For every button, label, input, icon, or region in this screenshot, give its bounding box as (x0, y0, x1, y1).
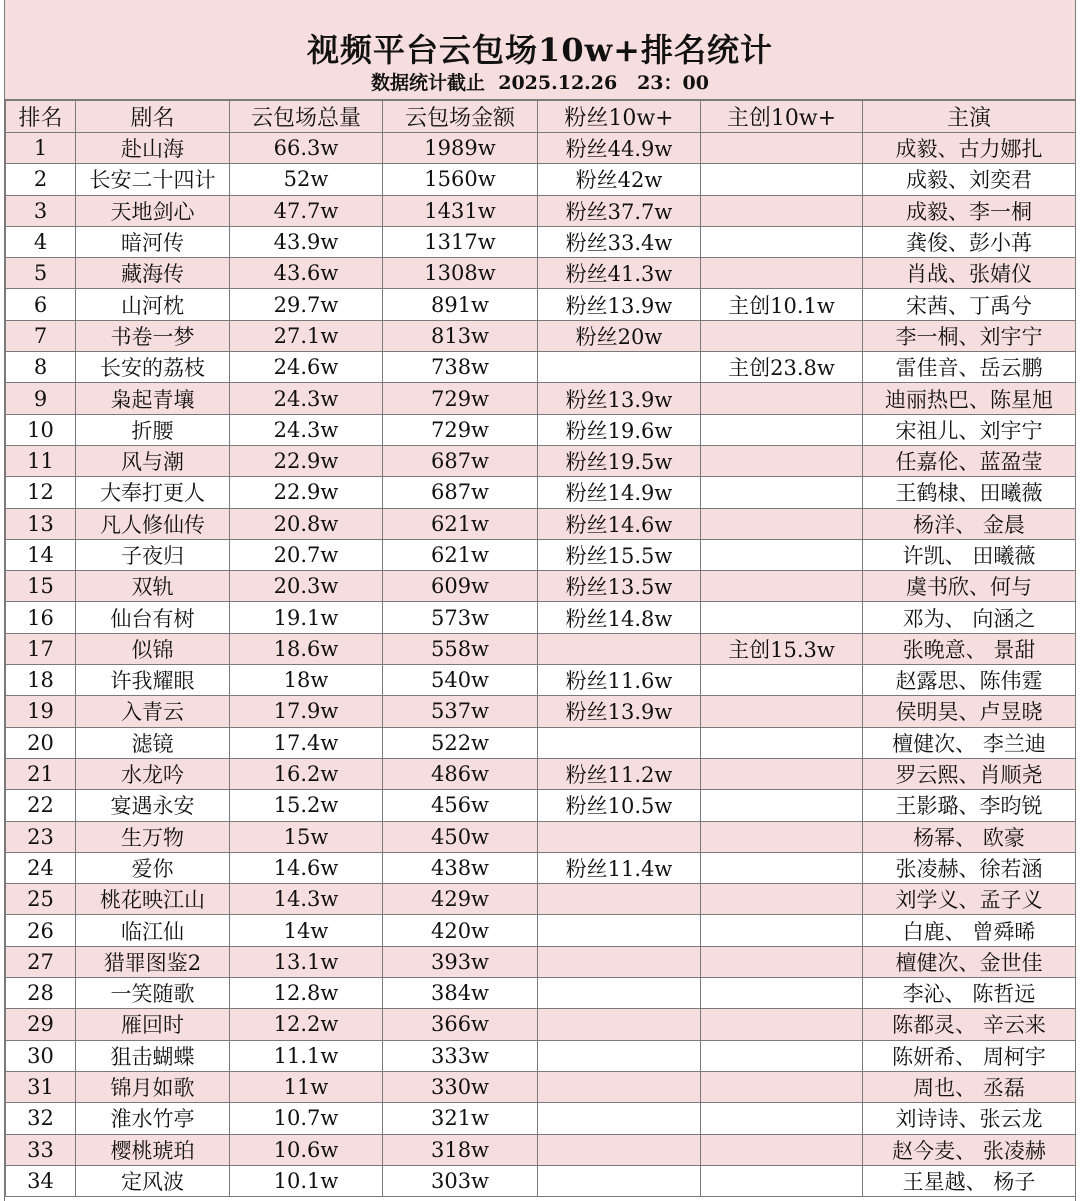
creators-cell (701, 665, 863, 696)
cloud-amount-cell: 558w (383, 633, 538, 664)
creators-cell (701, 1071, 863, 1102)
fans-cell: 粉丝11.6w (538, 665, 701, 696)
cloud-total-cell: 18w (230, 665, 383, 696)
cloud-amount-cell: 438w (383, 852, 538, 883)
cloud-amount-cell: 456w (383, 790, 538, 821)
cloud-amount-cell: 303w (383, 1165, 538, 1196)
cast-cell: 龚俊、彭小苒 (863, 226, 1076, 257)
creators-cell (701, 320, 863, 351)
creators-cell (701, 1134, 863, 1165)
rank-cell: 29 (6, 1009, 76, 1040)
rank-cell: 4 (6, 226, 76, 257)
cloud-total-cell: 16.2w (230, 758, 383, 789)
cloud-amount-cell: 330w (383, 1071, 538, 1102)
cloud-amount-cell: 486w (383, 758, 538, 789)
table-row (6, 821, 1076, 852)
cast-cell: 宋茜、丁禹兮 (863, 289, 1076, 320)
creators-cell (701, 915, 863, 946)
table-row (6, 884, 1076, 915)
cast-cell: 雷佳音、岳云鹏 (863, 352, 1076, 383)
cast-cell: 陈妍希、 周柯宇 (863, 1040, 1076, 1071)
creators-cell (701, 226, 863, 257)
creators-cell (701, 539, 863, 570)
creators-cell (701, 758, 863, 789)
cast-cell: 王影璐、李昀锐 (863, 790, 1076, 821)
cast-cell: 张凌赫、徐若涵 (863, 852, 1076, 883)
drama-title-cell: 赴山海 (76, 133, 230, 164)
creators-cell (701, 1103, 863, 1134)
cloud-total-cell: 14.3w (230, 884, 383, 915)
cast-cell: 赵今麦、 张凌赫 (863, 1134, 1076, 1165)
cast-cell: 任嘉伦、蓝盈莹 (863, 445, 1076, 476)
drama-title-cell: 定风波 (76, 1165, 230, 1196)
table-row (6, 1103, 1076, 1134)
drama-title-cell: 长安二十四计 (76, 164, 230, 195)
fans-cell (538, 1040, 701, 1071)
cloud-amount-cell: 450w (383, 821, 538, 852)
cast-cell: 刘诗诗、张云龙 (863, 1103, 1076, 1134)
creators-cell (701, 383, 863, 414)
cloud-amount-cell: 393w (383, 946, 538, 977)
fans-cell: 粉丝19.5w (538, 445, 701, 476)
rank-cell: 5 (6, 258, 76, 289)
fans-cell: 粉丝10.5w (538, 790, 701, 821)
creators-cell (701, 414, 863, 445)
fans-cell: 粉丝15.5w (538, 539, 701, 570)
cloud-amount-cell: 609w (383, 571, 538, 602)
cloud-total-cell: 10.7w (230, 1103, 383, 1134)
cast-cell: 刘学义、孟子义 (863, 884, 1076, 915)
drama-title-cell: 水龙吟 (76, 758, 230, 789)
table-row (6, 226, 1076, 257)
fans-cell: 粉丝11.4w (538, 852, 701, 883)
drama-title-cell: 书卷一梦 (76, 320, 230, 351)
cloud-amount-cell: 1308w (383, 258, 538, 289)
creators-cell (701, 258, 863, 289)
rank-cell: 19 (6, 696, 76, 727)
cast-cell: 陈都灵、 辛云来 (863, 1009, 1076, 1040)
fans-cell: 粉丝14.6w (538, 508, 701, 539)
cloud-total-cell: 13.1w (230, 946, 383, 977)
cloud-total-cell: 10.1w (230, 1165, 383, 1196)
cloud-total-cell: 52w (230, 164, 383, 195)
creators-cell (701, 1165, 863, 1196)
fans-cell (538, 915, 701, 946)
cloud-total-cell: 11w (230, 1071, 383, 1102)
cloud-total-cell: 14.6w (230, 852, 383, 883)
title-header: 剧名 (76, 101, 230, 133)
table-row (6, 164, 1076, 195)
table-row (6, 852, 1076, 883)
creators-cell (701, 445, 863, 476)
cast-cell: 王鹤棣、田曦薇 (863, 477, 1076, 508)
rank-cell: 31 (6, 1071, 76, 1102)
cloud-amount-cell: 891w (383, 289, 538, 320)
cast-cell: 许凯、 田曦薇 (863, 539, 1076, 570)
fans-cell: 粉丝13.9w (538, 696, 701, 727)
creators-cell (701, 133, 863, 164)
rank-cell: 24 (6, 852, 76, 883)
table-row (6, 633, 1076, 664)
cloud-amount-cell: 384w (383, 978, 538, 1009)
fans-cell: 粉丝42w (538, 164, 701, 195)
data-cutoff-note: 数据统计截止 2025.12.26 23：00 (371, 72, 709, 94)
creators-cell: 主创15.3w (701, 633, 863, 664)
creators-cell (701, 821, 863, 852)
fans-cell: 粉丝14.9w (538, 477, 701, 508)
table-row (6, 1040, 1076, 1071)
cast-cell: 李一桐、刘宇宁 (863, 320, 1076, 351)
cloud-amount-cell: 738w (383, 352, 538, 383)
fans-cell: 粉丝20w (538, 320, 701, 351)
fans-cell: 粉丝37.7w (538, 195, 701, 226)
table-row (6, 915, 1076, 946)
cast-cell: 宋祖儿、刘宇宁 (863, 414, 1076, 445)
drama-title-cell: 藏海传 (76, 258, 230, 289)
creators-cell (701, 852, 863, 883)
drama-title-cell: 狙击蝴蝶 (76, 1040, 230, 1071)
fans-cell: 粉丝11.2w (538, 758, 701, 789)
rank-cell: 10 (6, 414, 76, 445)
cast-cell: 张晚意、 景甜 (863, 633, 1076, 664)
creators-cell (701, 727, 863, 758)
drama-title-cell: 风与潮 (76, 445, 230, 476)
drama-title-cell: 宴遇永安 (76, 790, 230, 821)
drama-title-cell: 樱桃琥珀 (76, 1134, 230, 1165)
fans-cell: 粉丝13.9w (538, 383, 701, 414)
rank-cell: 8 (6, 352, 76, 383)
cast-cell: 赵露思、陈伟霆 (863, 665, 1076, 696)
fans-cell (538, 1009, 701, 1040)
drama-title-cell: 仙台有树 (76, 602, 230, 633)
table-row (6, 539, 1076, 570)
cloud-total-cell: 29.7w (230, 289, 383, 320)
table-row (6, 727, 1076, 758)
cast-cell: 周也、 丞磊 (863, 1071, 1076, 1102)
cloud-total-cell: 47.7w (230, 195, 383, 226)
drama-title-cell: 天地剑心 (76, 195, 230, 226)
table-row (6, 1009, 1076, 1040)
creators-cell (701, 1009, 863, 1040)
fans-header: 粉丝10w+ (538, 101, 701, 133)
cloud-amount-cell: 687w (383, 477, 538, 508)
drama-title-cell: 凡人修仙传 (76, 508, 230, 539)
drama-title-cell: 子夜归 (76, 539, 230, 570)
cloud-amount-cell: 573w (383, 602, 538, 633)
page-title: 视频平台云包场10w+排名统计 (307, 31, 773, 69)
table-row (6, 571, 1076, 602)
cloud-total-cell: 27.1w (230, 320, 383, 351)
cloud-total-cell: 20.3w (230, 571, 383, 602)
drama-title-cell: 山河枕 (76, 289, 230, 320)
drama-title-cell: 雁回时 (76, 1009, 230, 1040)
cloud-amount-cell: 537w (383, 696, 538, 727)
fans-cell: 粉丝33.4w (538, 226, 701, 257)
drama-title-cell: 大奉打更人 (76, 477, 230, 508)
cast-cell: 李沁、 陈哲远 (863, 978, 1076, 1009)
table-row (6, 133, 1076, 164)
cast-cell: 成毅、刘奕君 (863, 164, 1076, 195)
cloud-total-cell: 22.9w (230, 477, 383, 508)
rank-cell: 20 (6, 727, 76, 758)
cast-cell: 肖战、张婧仪 (863, 258, 1076, 289)
cloud-amount-cell: 429w (383, 884, 538, 915)
cloud-total-cell: 12.2w (230, 1009, 383, 1040)
cloud-amount-cell: 813w (383, 320, 538, 351)
rank-cell: 6 (6, 289, 76, 320)
rank-cell: 3 (6, 195, 76, 226)
cloud-amount-cell: 1989w (383, 133, 538, 164)
creators-header: 主创10w+ (701, 101, 863, 133)
table-row (6, 258, 1076, 289)
fans-cell: 粉丝13.5w (538, 571, 701, 602)
cast-cell: 邓为、 向涵之 (863, 602, 1076, 633)
drama-title-cell: 双轨 (76, 571, 230, 602)
creators-cell (701, 602, 863, 633)
ranking-table (5, 100, 1076, 1197)
rank-cell: 22 (6, 790, 76, 821)
table-header (6, 101, 1076, 133)
cloud-total-cell: 12.8w (230, 978, 383, 1009)
cloud-total-cell: 15.2w (230, 790, 383, 821)
cast-cell: 檀健次、 李兰迪 (863, 727, 1076, 758)
table-row (6, 1165, 1076, 1196)
fans-cell: 粉丝41.3w (538, 258, 701, 289)
cloud-total-cell: 19.1w (230, 602, 383, 633)
cloud-total-cell: 24.6w (230, 352, 383, 383)
fans-cell (538, 727, 701, 758)
header-row (6, 101, 1076, 133)
table-row (6, 978, 1076, 1009)
creators-cell (701, 946, 863, 977)
drama-title-cell: 暗河传 (76, 226, 230, 257)
table-row (6, 946, 1076, 977)
cast-cell: 白鹿、 曾舜晞 (863, 915, 1076, 946)
cast-cell: 杨洋、 金晨 (863, 508, 1076, 539)
creators-cell (701, 477, 863, 508)
cast-cell: 檀健次、金世佳 (863, 946, 1076, 977)
creators-cell (701, 508, 863, 539)
drama-title-cell: 爱你 (76, 852, 230, 883)
drama-title-cell: 折腰 (76, 414, 230, 445)
cloud-total-cell: 18.6w (230, 633, 383, 664)
drama-title-cell: 长安的荔枝 (76, 352, 230, 383)
drama-title-cell: 桃花映江山 (76, 884, 230, 915)
rank-cell: 15 (6, 571, 76, 602)
drama-title-cell: 似锦 (76, 633, 230, 664)
cloud-total-cell: 22.9w (230, 445, 383, 476)
table-row (6, 1071, 1076, 1102)
cast-cell: 成毅、古力娜扎 (863, 133, 1076, 164)
rank-cell: 12 (6, 477, 76, 508)
rank-cell: 34 (6, 1165, 76, 1196)
rank-cell: 26 (6, 915, 76, 946)
sheet-header (5, 0, 1075, 100)
rank-cell: 21 (6, 758, 76, 789)
table-row (6, 320, 1076, 351)
rank-cell: 27 (6, 946, 76, 977)
creators-cell (701, 1040, 863, 1071)
cloud-amount-cell: 621w (383, 539, 538, 570)
table-row (6, 508, 1076, 539)
cloud-total-cell: 24.3w (230, 414, 383, 445)
cloud-total-cell: 43.9w (230, 226, 383, 257)
rank-cell: 14 (6, 539, 76, 570)
fans-cell (538, 946, 701, 977)
table-row (6, 289, 1076, 320)
drama-title-cell: 锦月如歌 (76, 1071, 230, 1102)
rank-cell: 23 (6, 821, 76, 852)
table-row (6, 195, 1076, 226)
fans-cell (538, 1103, 701, 1134)
drama-title-cell: 淮水竹亭 (76, 1103, 230, 1134)
cloud-total-cell: 17.9w (230, 696, 383, 727)
cloud-total-cell: 66.3w (230, 133, 383, 164)
creators-cell: 主创10.1w (701, 289, 863, 320)
cloud-total-cell: 10.6w (230, 1134, 383, 1165)
fans-cell: 粉丝44.9w (538, 133, 701, 164)
creators-cell (701, 195, 863, 226)
fans-cell: 粉丝13.9w (538, 289, 701, 320)
rank-cell: 9 (6, 383, 76, 414)
table-row (6, 602, 1076, 633)
rank-cell: 25 (6, 884, 76, 915)
fans-cell (538, 1165, 701, 1196)
fans-cell (538, 1134, 701, 1165)
fans-cell (538, 978, 701, 1009)
cloud-amount-cell: 333w (383, 1040, 538, 1071)
cloud-amount-cell: 729w (383, 383, 538, 414)
cloud-amount-cell: 321w (383, 1103, 538, 1134)
table-row (6, 1134, 1076, 1165)
drama-title-cell: 入青云 (76, 696, 230, 727)
table-row (6, 477, 1076, 508)
creators-cell (701, 571, 863, 602)
cloud-total-cell: 20.7w (230, 539, 383, 570)
cast-cell: 成毅、李一桐 (863, 195, 1076, 226)
cloud-amount-cell: 540w (383, 665, 538, 696)
rank-cell: 32 (6, 1103, 76, 1134)
cloud-amount-cell: 366w (383, 1009, 538, 1040)
cast-cell: 王星越、 杨子 (863, 1165, 1076, 1196)
cloud-amount-cell: 729w (383, 414, 538, 445)
total-amount-header: 云包场金额 (383, 101, 538, 133)
rank-cell: 11 (6, 445, 76, 476)
cast-cell: 迪丽热巴、陈星旭 (863, 383, 1076, 414)
creators-cell (701, 978, 863, 1009)
cloud-amount-cell: 522w (383, 727, 538, 758)
table-row (6, 790, 1076, 821)
cloud-total-cell: 14w (230, 915, 383, 946)
cloud-amount-cell: 1317w (383, 226, 538, 257)
table-row (6, 696, 1076, 727)
drama-title-cell: 枭起青壤 (76, 383, 230, 414)
cast-cell: 罗云熙、肖顺尧 (863, 758, 1076, 789)
creators-cell (701, 790, 863, 821)
creators-cell: 主创23.8w (701, 352, 863, 383)
cloud-amount-cell: 420w (383, 915, 538, 946)
cast-cell: 杨幂、 欧豪 (863, 821, 1076, 852)
table-row (6, 352, 1076, 383)
table-row (6, 445, 1076, 476)
cloud-amount-cell: 621w (383, 508, 538, 539)
cloud-amount-cell: 1431w (383, 195, 538, 226)
creators-cell (701, 884, 863, 915)
cloud-amount-cell: 687w (383, 445, 538, 476)
rank-cell: 17 (6, 633, 76, 664)
cast-cell: 侯明昊、卢昱晓 (863, 696, 1076, 727)
cloud-total-cell: 15w (230, 821, 383, 852)
rank-cell: 30 (6, 1040, 76, 1071)
table-row (6, 665, 1076, 696)
rank-cell: 28 (6, 978, 76, 1009)
cast-header: 主演 (863, 101, 1076, 133)
fans-cell: 粉丝14.8w (538, 602, 701, 633)
fans-cell (538, 1071, 701, 1102)
creators-cell (701, 696, 863, 727)
rank-header: 排名 (6, 101, 76, 133)
rank-cell: 7 (6, 320, 76, 351)
drama-title-cell: 滤镜 (76, 727, 230, 758)
drama-title-cell: 猎罪图鉴2 (76, 946, 230, 977)
ranking-sheet (4, 0, 1076, 1201)
fans-cell (538, 633, 701, 664)
cloud-amount-cell: 1560w (383, 164, 538, 195)
drama-title-cell: 临江仙 (76, 915, 230, 946)
fans-cell: 粉丝19.6w (538, 414, 701, 445)
cloud-total-cell: 20.8w (230, 508, 383, 539)
fans-cell (538, 821, 701, 852)
fans-cell (538, 884, 701, 915)
cloud-total-cell: 24.3w (230, 383, 383, 414)
table-row (6, 414, 1076, 445)
rank-cell: 18 (6, 665, 76, 696)
cloud-amount-cell: 318w (383, 1134, 538, 1165)
drama-title-cell: 一笑随歌 (76, 978, 230, 1009)
rank-cell: 1 (6, 133, 76, 164)
creators-cell (701, 164, 863, 195)
fans-cell (538, 352, 701, 383)
rank-cell: 13 (6, 508, 76, 539)
table-body (6, 133, 1076, 1197)
table-row (6, 758, 1076, 789)
table-row (6, 383, 1076, 414)
cloud-total-cell: 17.4w (230, 727, 383, 758)
rank-cell: 2 (6, 164, 76, 195)
rank-cell: 33 (6, 1134, 76, 1165)
rank-cell: 16 (6, 602, 76, 633)
drama-title-cell: 生万物 (76, 821, 230, 852)
cloud-total-cell: 11.1w (230, 1040, 383, 1071)
total-count-header: 云包场总量 (230, 101, 383, 133)
drama-title-cell: 许我耀眼 (76, 665, 230, 696)
cloud-total-cell: 43.6w (230, 258, 383, 289)
cast-cell: 虞书欣、何与 (863, 571, 1076, 602)
